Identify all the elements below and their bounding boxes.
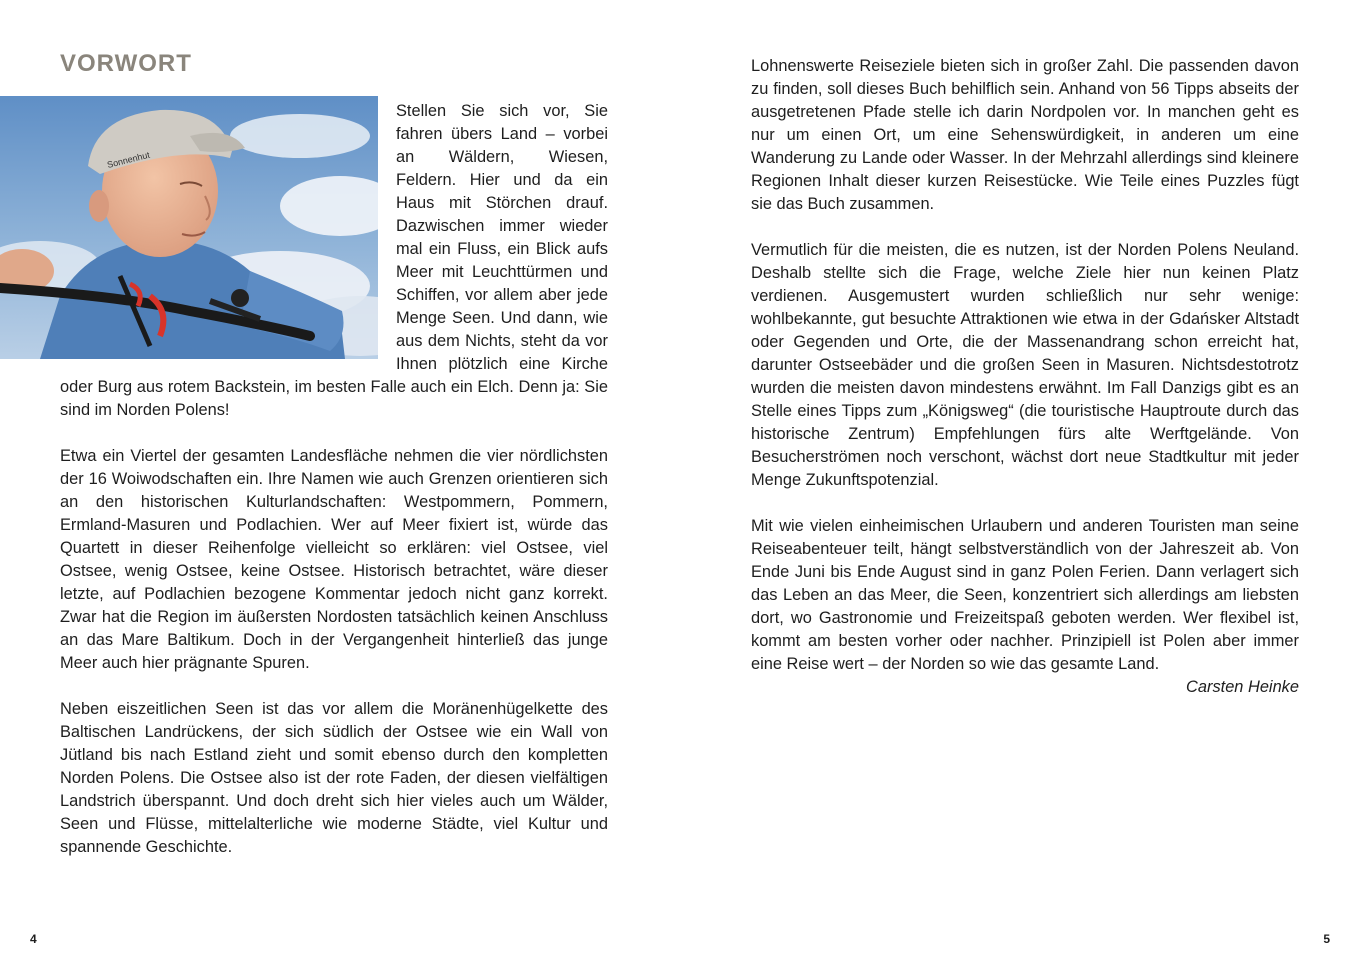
page-number-right: 5: [1323, 932, 1330, 946]
cap-brand-text: Sonnenhut: [106, 149, 151, 170]
author-signature: Carsten Heinke: [1186, 678, 1299, 696]
paragraph-6: Mit wie vielen einheimischen Urlaubern und anderen Touristen man seine Reiseabenteuer teilt, hängt selbstverständlich von der Jahreszeit ab. Von Ende Juni bis Ende August sind in ganz Polen Ferien. Dann verlagert sich das Leben an das Meer, die Seen, konzentriert sich allerdings am liebsten dort, wo Gastronomie und Freizeitspaß geboten werden. Wer flexibel ist, kommt am besten vorher oder nachher. Prinzipiell ist Polen aber immer eine Reise wert – der Norden so wie das gesamte Land.: [751, 517, 1299, 673]
paragraph-5: Vermutlich für die meisten, die es nutzen, ist der Norden Polens Neuland. Deshalb stellte sich die Frage, welche Ziele hier nun keinen Platz verdienen. Ausgemustert wurden schließlich nur sehr wenige: wohlbekannte, gut besuchte Attraktionen wie etwa in der Gdańsker Altstadt oder Gegenden und Orte, die der Massenandrang schon erreicht hat, darunter Ostseebäder und die großen Seen in Masuren. Nichtsdestotrotz wurden die meisten davon mindestens erwähnt. Im Fall Danzigs gibt es an Stelle eines Tipps zum „Königsweg“ (die touristische Hauptroute durch das historische Zentrum) Empfehlungen fürs alte Werftgelände. Von Besucherströmen noch verschont, wächst dort neue Stadtkultur mit jeder Menge Zukunftspotenzial.: [751, 241, 1299, 489]
right-page: [679, 0, 1358, 974]
paragraph-2: Etwa ein Viertel der gesamten Landesfläche nehmen die vier nördlichsten der 16 Woiwodschaften ein. Ihre Namen wie auch Grenzen orientieren sich an den historischen Kulturlandschaften: Westpommern, Pommern, Ermland-Masuren und Podlachien. Wer auf Meer fixiert ist, würde das Quartett in dieser Reihenfolge vielleicht so erklären: viel Ostsee, viel Ostsee, wenig Ostsee, keine Ostsee. Historisch betrachtet, wäre dieser letzte, auf Podlachien bezogene Kommentar jedoch nicht ganz korrekt. Zwar hat die Region im äußersten Nordosten tatsächlich keinen Anschluss an das Mare Baltikum. Doch in der Vergangenheit hinterließ das junge Meer auch hier prägnante Spuren.: [60, 447, 608, 672]
paragraph-4: Lohnenswerte Reiseziele bieten sich in großer Zahl. Die passenden davon zu finden, soll dieses Buch behilflich sein. Anhand von 56 Tipps abseits der ausgetretenen Pfade stelle ich darin Nordpolen vor. In manchen geht es nur um einen Ort, um eine Sehenswürdigkeit, in anderen um eine Wanderung zu Lande oder Wasser. In der Mehrzahl allerdings sind kleinere Regionen Inhalt dieser kurzen Reisestücke. Wie Teile eines Puzzles fügt sie das Buch zusammen.: [751, 57, 1299, 213]
chapter-heading: VORWORT: [60, 50, 192, 77]
left-text-column: [60, 100, 608, 882]
paragraph-1: Stellen Sie sich vor, Sie fahren übers Land – vorbei an Wäldern, Wiesen, Feldern. Hier und da ein Haus mit Störchen drauf. Dazwischen immer wieder mal ein Fluss, ein Blick aufs Meer mit Leuchttürmen und Schiffen, vor allem aber jede Menge Seen. Und dann, wie aus dem Nichts, steht da vor Ihnen plötzlich eine Kirche oder Burg aus rotem Backstein, im besten Falle auch ein Elch. Denn ja: Sie sind im Norden Polens!: [60, 102, 608, 419]
page-number-left: 4: [30, 932, 37, 946]
author-photo: [0, 96, 378, 359]
paragraph-3: Neben eiszeitlichen Seen ist das vor allem die Moränenhügelkette des Baltischen Landrückens, der sich südlich der Ostsee wie ein Wall von Jütland bis nach Estland zieht und somit ebenso durch den kompletten Norden Polens. Die Ostsee also ist der rote Faden, der diesen vielfältigen Landstrich überspannt. Und doch dreht sich hier vieles auch um Wälder, Seen und Flüsse, mittelalterliche wie moderne Städte, viel Kultur und spannende Geschichte.: [60, 700, 608, 856]
right-text-column: [751, 55, 1299, 699]
